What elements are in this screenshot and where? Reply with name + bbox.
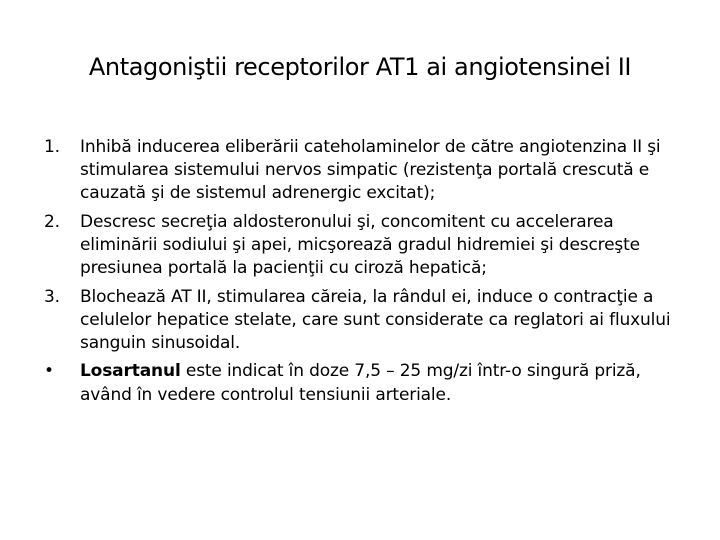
list-number: 3. <box>44 286 60 307</box>
list-item <box>44 360 684 406</box>
list-item <box>44 286 684 356</box>
drug-name: Losartanul <box>80 361 181 382</box>
slide-title: Antagoniştii receptorilor AT1 ai angiotensinei II <box>88 53 632 81</box>
list-item-text: Inhibă inducerea eliberării cateholaminelor de către angiotenzina II şi stimularea sistemului nervos simpatic (rezistenţa portală crescută e cauzată şi de sistemul adrenergic excitat); <box>80 137 661 204</box>
list-item <box>44 136 684 206</box>
list-item <box>44 211 684 281</box>
list-item-text <box>80 360 684 406</box>
list-number: 2. <box>44 211 60 232</box>
list-number: 1. <box>44 137 60 157</box>
content-list <box>44 136 684 412</box>
drug-description: este indicat în doze 7,5 – 25 mg/zi într-o singură priză, având în vedere controlul tensiunii arteriale. <box>80 361 641 405</box>
bullet-icon: • <box>44 361 54 382</box>
list-item-text: Blochează AT II, stimularea căreia, la rândul ei, induce o contracţie a celulelor hepatice stelate, care sunt considerate ca reglatori ai fluxului sanguin sinusoidal. <box>80 286 671 353</box>
list-item-text: Descresc secreţia aldosteronului şi, concomitent cu accelerarea eliminării sodiului şi apei, micşorează gradul hidremiei şi descreşte presiunea portală la pacienţii cu ciroză hepatică; <box>80 211 640 279</box>
